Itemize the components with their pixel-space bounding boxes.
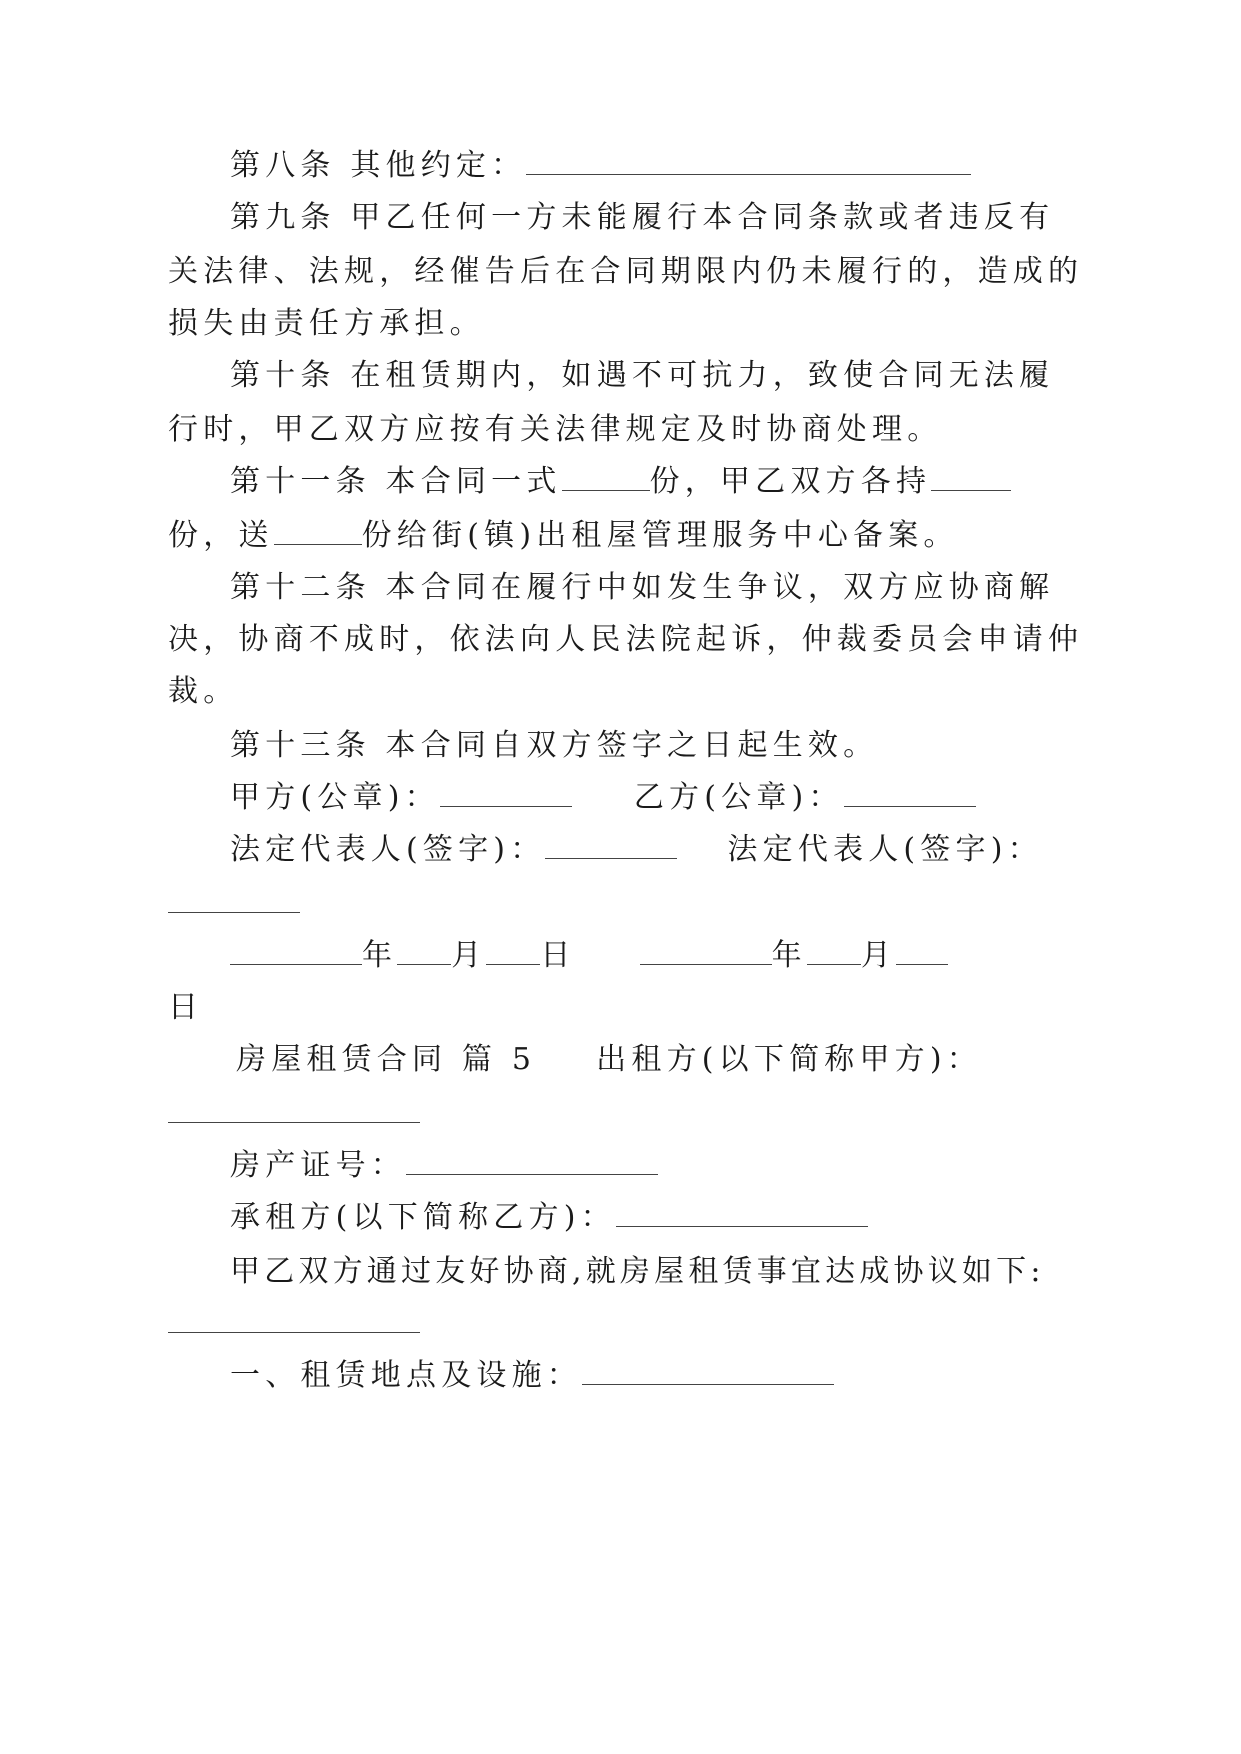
- lessee-label: 承租方(以下简称乙方)：: [230, 1200, 616, 1235]
- lessor-label: 出租方(以下简称甲方)：: [596, 1042, 982, 1077]
- seal-line: [230, 778, 976, 818]
- blank-field: [168, 886, 300, 913]
- blank-field: [931, 464, 1011, 491]
- month-label: 月: [451, 938, 487, 973]
- blank-field: [406, 1148, 658, 1175]
- date-line: [230, 936, 948, 976]
- blank-field: [562, 464, 650, 491]
- blank-field: [486, 938, 540, 965]
- blank-field: [616, 1200, 868, 1227]
- year-label: 年: [362, 938, 398, 973]
- article-11-line-1: [230, 462, 1011, 502]
- article-9-line-1: 第九条 甲乙任何一方未能履行本合同条款或者违反有: [230, 200, 1055, 235]
- blank-field: [397, 938, 451, 965]
- property-cert-label: 房产证号：: [230, 1148, 406, 1183]
- blank-field: [545, 832, 677, 859]
- blank-field: [844, 780, 976, 807]
- article-12-line-2: 决，协商不成时，依法向人民法院起诉，仲裁委员会申请仲: [168, 622, 1084, 657]
- representative-b-label: 法定代表人(签字)：: [727, 832, 1043, 867]
- contract-title: 房屋租赁合同 篇 5: [236, 1042, 537, 1077]
- section-1-line: [230, 1356, 834, 1396]
- year-label: 年: [771, 938, 807, 973]
- lessor-wrap: [168, 1094, 420, 1134]
- party-a-seal-label: 甲方(公章)：: [230, 780, 440, 815]
- blank-field: [168, 1096, 420, 1123]
- party-b-seal-label: 乙方(公章)：: [633, 780, 844, 815]
- blank-field: [274, 518, 362, 545]
- blank-field: [230, 938, 362, 965]
- article-13: 第十三条 本合同自双方签字之日起生效。: [230, 728, 879, 763]
- article-10-line-2: 行时，甲乙双方应按有关法律规定及时协商处理。: [168, 412, 943, 447]
- article-9-line-2: 关法律、法规，经催告后在合同期限内仍未履行的，造成的: [168, 254, 1084, 289]
- article-12-line-1: 第十二条 本合同在履行中如发生争议，双方应协商解: [230, 570, 1055, 605]
- agreement-line: 甲乙双方通过友好协商,就房屋租赁事宜达成协议如下:: [230, 1254, 1045, 1289]
- representative-a-label: 法定代表人(签字)：: [230, 832, 546, 867]
- blank-field: [807, 938, 861, 965]
- article-12-line-3: 裁。: [168, 674, 239, 709]
- blank-field: [640, 938, 772, 965]
- article-11-line-2: [168, 516, 959, 556]
- article-9-line-3: 损失由责任方承担。: [168, 306, 485, 341]
- article-11-text-a: 第十一条 本合同一式: [230, 464, 562, 499]
- article-8-text: 第八条 其他约定：: [230, 148, 527, 183]
- date-wrap: 日: [168, 990, 204, 1025]
- day-label: 日: [540, 938, 576, 973]
- article-11-text-d: 份给街(镇)出租屋管理服务中心备案。: [361, 518, 959, 553]
- article-8: [230, 146, 971, 186]
- representative-wrap: [168, 884, 300, 924]
- article-11-text-c: 份，送: [168, 518, 274, 553]
- blank-field: [526, 148, 971, 175]
- property-cert-line: [230, 1146, 658, 1186]
- blank-field: [582, 1358, 834, 1385]
- agreement-wrap: [168, 1304, 420, 1344]
- lessee-line: [230, 1198, 868, 1238]
- blank-field: [440, 780, 572, 807]
- section-1-label: 一、租赁地点及设施：: [230, 1358, 582, 1393]
- article-11-text-b: 份，甲乙双方各持: [649, 464, 932, 499]
- blank-field: [168, 1306, 420, 1333]
- representative-line: [230, 830, 1043, 870]
- section-title-line: [236, 1040, 982, 1080]
- month-label: 月: [860, 938, 897, 973]
- blank-field: [896, 938, 948, 965]
- article-10-line-1: 第十条 在租赁期内，如遇不可抗力，致使合同无法履: [230, 358, 1055, 393]
